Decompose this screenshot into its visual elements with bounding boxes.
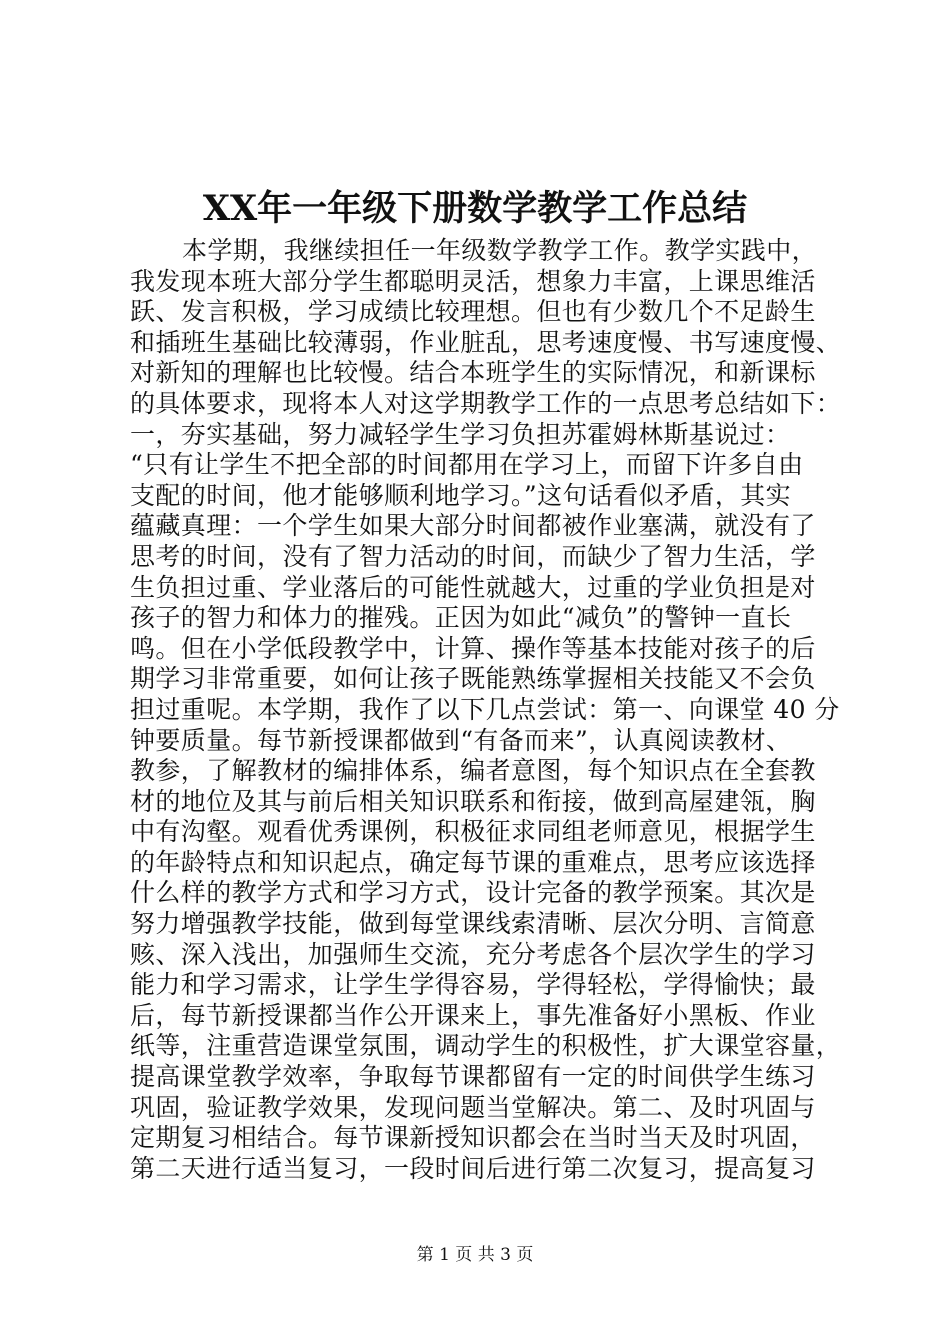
body-line: 思考的时间，没有了智力活动的时间，而缺少了智力生活，学: [130, 541, 816, 571]
body-line: 鸣。但在小学低段教学中，计算、操作等基本技能对孩子的后: [130, 633, 816, 663]
body-line: 孩子的智力和体力的摧残。正因为如此“减负”的警钟一直长: [130, 603, 792, 633]
body-line: 巩固，验证教学效果，发现问题当堂解决。第二、及时巩固与: [130, 1092, 816, 1122]
body-line: 材的地位及其与前后相关知识联系和衔接，做到高屋建瓴，胸: [130, 786, 816, 816]
body-text: [130, 236, 842, 1184]
body-line: 能力和学习需求，让学生学得容易，学得轻松，学得愉快；最: [130, 970, 816, 1000]
body-line: 钟要质量。每节新授课都做到“有备而来”，认真阅读教材、: [130, 725, 792, 755]
body-line: 赅、深入浅出，加强师生交流，充分考虑各个层次学生的学习: [130, 939, 816, 969]
body-line: 什么样的教学方式和学习方式，设计完备的教学预案。其次是: [130, 878, 816, 908]
body-line: 对新知的理解也比较慢。结合本班学生的实际情况，和新课标: [130, 358, 816, 388]
page-footer: 第 1 页 共 3 页: [416, 1245, 534, 1265]
body-line: 期学习非常重要，如何让孩子既能熟练掌握相关技能又不会负: [130, 664, 816, 694]
body-line: 一，夯实基础，努力减轻学生学习负担苏霍姆林斯基说过：: [130, 419, 791, 449]
body-line: 定期复习相结合。每节课新授知识都会在当时当天及时巩固，: [130, 1123, 816, 1153]
body-line: 纸等，注重营造课堂氛围，调动学生的积极性，扩大课堂容量，: [130, 1031, 842, 1061]
body-line: 的年龄特点和知识起点，确定每节课的重难点，思考应该选择: [130, 847, 816, 877]
body-line: 的具体要求，现将本人对这学期教学工作的一点思考总结如下：: [130, 388, 842, 418]
body-line: 本学期，我继续担任一年级数学教学工作。教学实践中，: [182, 236, 818, 265]
body-line: 后，每节新授课都当作公开课来上，事先准备好小黑板、作业: [130, 1000, 816, 1030]
body-line: 跃、发言积极，学习成绩比较理想。但也有少数几个不足龄生: [130, 297, 816, 327]
body-line: 我发现本班大部分学生都聪明灵活，想象力丰富，上课思维活: [130, 266, 816, 296]
body-line: 和插班生基础比较薄弱，作业脏乱，思考速度慢、书写速度慢、: [130, 327, 842, 357]
body-line: 第二天进行适当复习，一段时间后进行第二次复习，提高复习: [130, 1153, 816, 1183]
body-line: 提高课堂教学效率，争取每节课都留有一定的时间供学生练习: [130, 1062, 816, 1092]
body-line: “只有让学生不把全部的时间都用在学习上，而留下许多自由: [130, 450, 804, 480]
document-title: XX年一年级下册数学教学工作总结: [202, 188, 748, 229]
body-line: 生负担过重、学业落后的可能性就越大，过重的学业负担是对: [130, 572, 816, 602]
body-line: 努力增强教学技能，做到每堂课线索清晰、层次分明、言简意: [130, 909, 816, 939]
body-line: 蕴藏真理：一个学生如果大部分时间都被作业塞满，就没有了: [130, 511, 816, 541]
body-line: 教参，了解教材的编排体系，编者意图，每个知识点在全套教: [130, 756, 816, 786]
body-line: 中有沟壑。观看优秀课例，积极征求同组老师意见，根据学生: [130, 817, 816, 847]
body-line: 支配的时间，他才能够顺利地学习。”这句话看似矛盾，其实: [130, 480, 792, 510]
body-line: 担过重呢。本学期，我作了以下几点尝试：第一、向课堂 40 分: [130, 694, 840, 724]
